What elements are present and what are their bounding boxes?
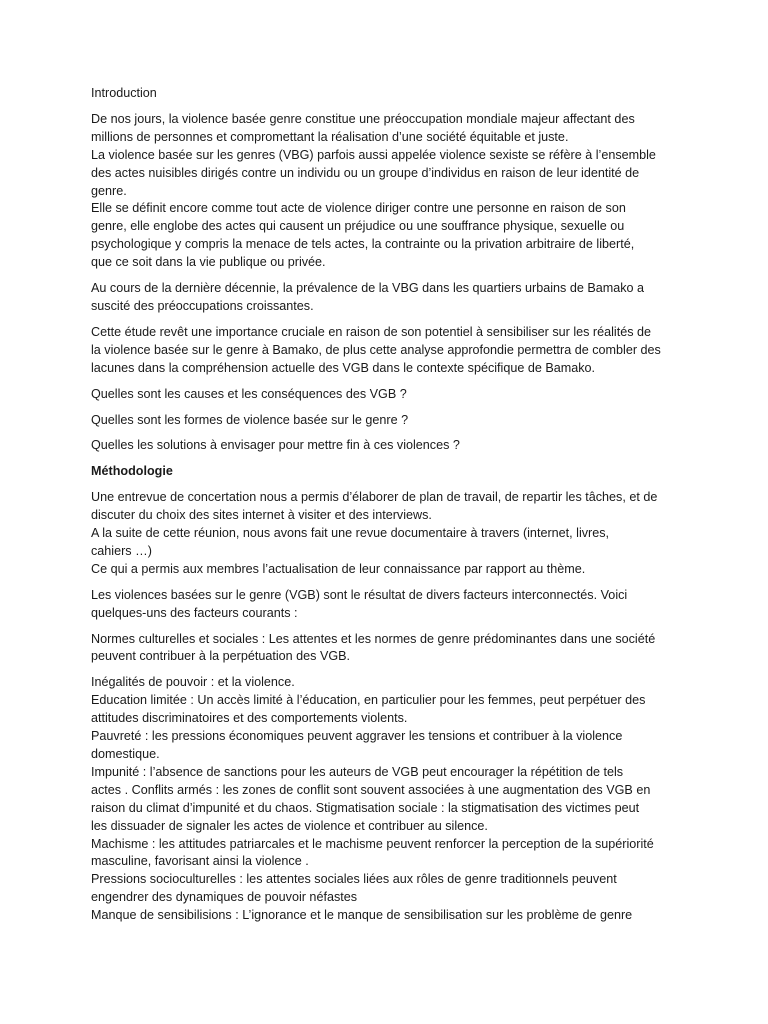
text-line: Elle se définit encore comme tout acte de violence diriger contre une personne en raison de son <box>91 201 626 216</box>
text-line: peuvent contribuer à la perpétuation des VGB. <box>91 649 351 664</box>
text-line: lacunes dans la compréhension actuelle des VGB dans le contexte spécifique de Bamako. <box>91 360 596 375</box>
question-causes <box>91 386 691 404</box>
text-line: De nos jours, la violence basée genre constitue une préoccupation mondiale majeur affectant des <box>91 111 635 126</box>
text-line: quelques-uns des facteurs courants : <box>91 605 298 620</box>
text-line: masculine, favorisant ainsi la violence . <box>91 854 309 869</box>
text-line: raison du climat d’impunité et du chaos. Stigmatisation sociale : la stigmatisation des victimes peut <box>91 800 640 815</box>
text-line: millions de personnes et compromettant la réalisation d’une société équitable et juste. <box>91 129 569 144</box>
intro-paragraph <box>91 111 691 272</box>
text-line: engendrer des dynamiques de pouvoir néfastes <box>91 890 358 905</box>
text-line: suscité des préoccupations croissantes. <box>91 298 314 313</box>
text-line: Les violences basées sur le genre (VGB) sont le résultat de divers facteurs interconnectés. Voici <box>91 587 628 602</box>
text-line: Quelles sont les causes et les conséquences des VGB ? <box>91 386 407 401</box>
text-line: attitudes discriminatoires et des comportements violents. <box>91 711 408 726</box>
text-line: A la suite de cette réunion, nous avons fait une revue documentaire à travers (internet, livres, <box>91 526 610 541</box>
text-line: Quelles sont les formes de violence basée sur le genre ? <box>91 412 409 427</box>
text-line: Quelles les solutions à envisager pour mettre fin à ces violences ? <box>91 438 460 453</box>
text-line: Méthodologie <box>91 464 173 479</box>
question-solutions <box>91 437 691 455</box>
text-line: Inégalités de pouvoir : et la violence. <box>91 675 295 690</box>
text-line: Pressions socioculturelles : les attentes sociales liées aux rôles de genre traditionnels peuvent <box>91 872 617 887</box>
factors-intro-paragraph <box>91 587 691 623</box>
text-line: Impunité : l’absence de sanctions pour les auteurs de VGB peut encourager la répétition de tels <box>91 764 624 779</box>
factors-list-paragraph <box>91 674 691 925</box>
text-line: genre. <box>91 183 127 198</box>
cultural-norms-paragraph <box>91 631 691 667</box>
text-line: cahiers …) <box>91 543 152 558</box>
text-line: Introduction <box>91 86 157 100</box>
importance-paragraph <box>91 324 691 378</box>
text-line: Cette étude revêt une importance cruciale en raison de son potentiel à sensibiliser sur les réalités de <box>91 324 652 339</box>
text-line: genre, elle englobe des actes qui causent un préjudice ou une souffrance physique, sexuelle ou <box>91 219 625 234</box>
methodology-paragraph <box>91 489 691 579</box>
text-line: Une entrevue de concertation nous a permis d’élaborer de plan de travail, de repartir les tâches, et de <box>91 490 658 505</box>
text-line: discuter du choix des sites internet à visiter et des interviews. <box>91 508 432 523</box>
question-forms <box>91 412 691 430</box>
text-line: psychologique y compris la menace de tels actes, la contrainte ou la privation arbitraire de liberté, <box>91 237 635 252</box>
text-line: la violence basée sur le genre à Bamako, de plus cette analyse approfondie permettra de combler des <box>91 342 661 357</box>
text-line: que ce soit dans la vie publique ou privée. <box>91 255 326 270</box>
text-line: Pauvreté : les pressions économiques peuvent aggraver les tensions et contribuer à la violence <box>91 729 623 744</box>
text-line: Manque de sensibilisions : L’ignorance et le manque de sensibilisation sur les problème de genre <box>91 908 633 923</box>
text-line: La violence basée sur les genres (VBG) parfois aussi appelée violence sexiste se réfère à l’ensemble <box>91 147 656 162</box>
text-line: actes . Conflits armés : les zones de conflit sont souvent associées à une augmentation des VGB en <box>91 782 651 797</box>
text-line: Machisme : les attitudes patriarcales et le machisme peuvent renforcer la perception de la supériorité <box>91 836 654 851</box>
decade-paragraph <box>91 280 691 316</box>
text-line: des actes nuisibles dirigés contre un individu ou un groupe d’individus en raison de leur identité de <box>91 165 640 180</box>
text-line: Normes culturelles et sociales : Les attentes et les normes de genre prédominantes dans une société <box>91 631 656 646</box>
text-line: Ce qui a permis aux membres l’actualisation de leur connaissance par rapport au thème. <box>91 561 586 576</box>
document-page <box>91 85 691 933</box>
text-line: les dissuader de signaler les actes de violence et contribuer au silence. <box>91 818 488 833</box>
text-line: Au cours de la dernière décennie, la prévalence de la VBG dans les quartiers urbains de Bamako a <box>91 281 645 296</box>
methodology-heading <box>91 463 691 481</box>
text-line: Education limitée : Un accès limité à l’éducation, en particulier pour les femmes, peut perpétuer des <box>91 693 646 708</box>
intro-title <box>91 85 691 103</box>
text-line: domestique. <box>91 747 160 761</box>
